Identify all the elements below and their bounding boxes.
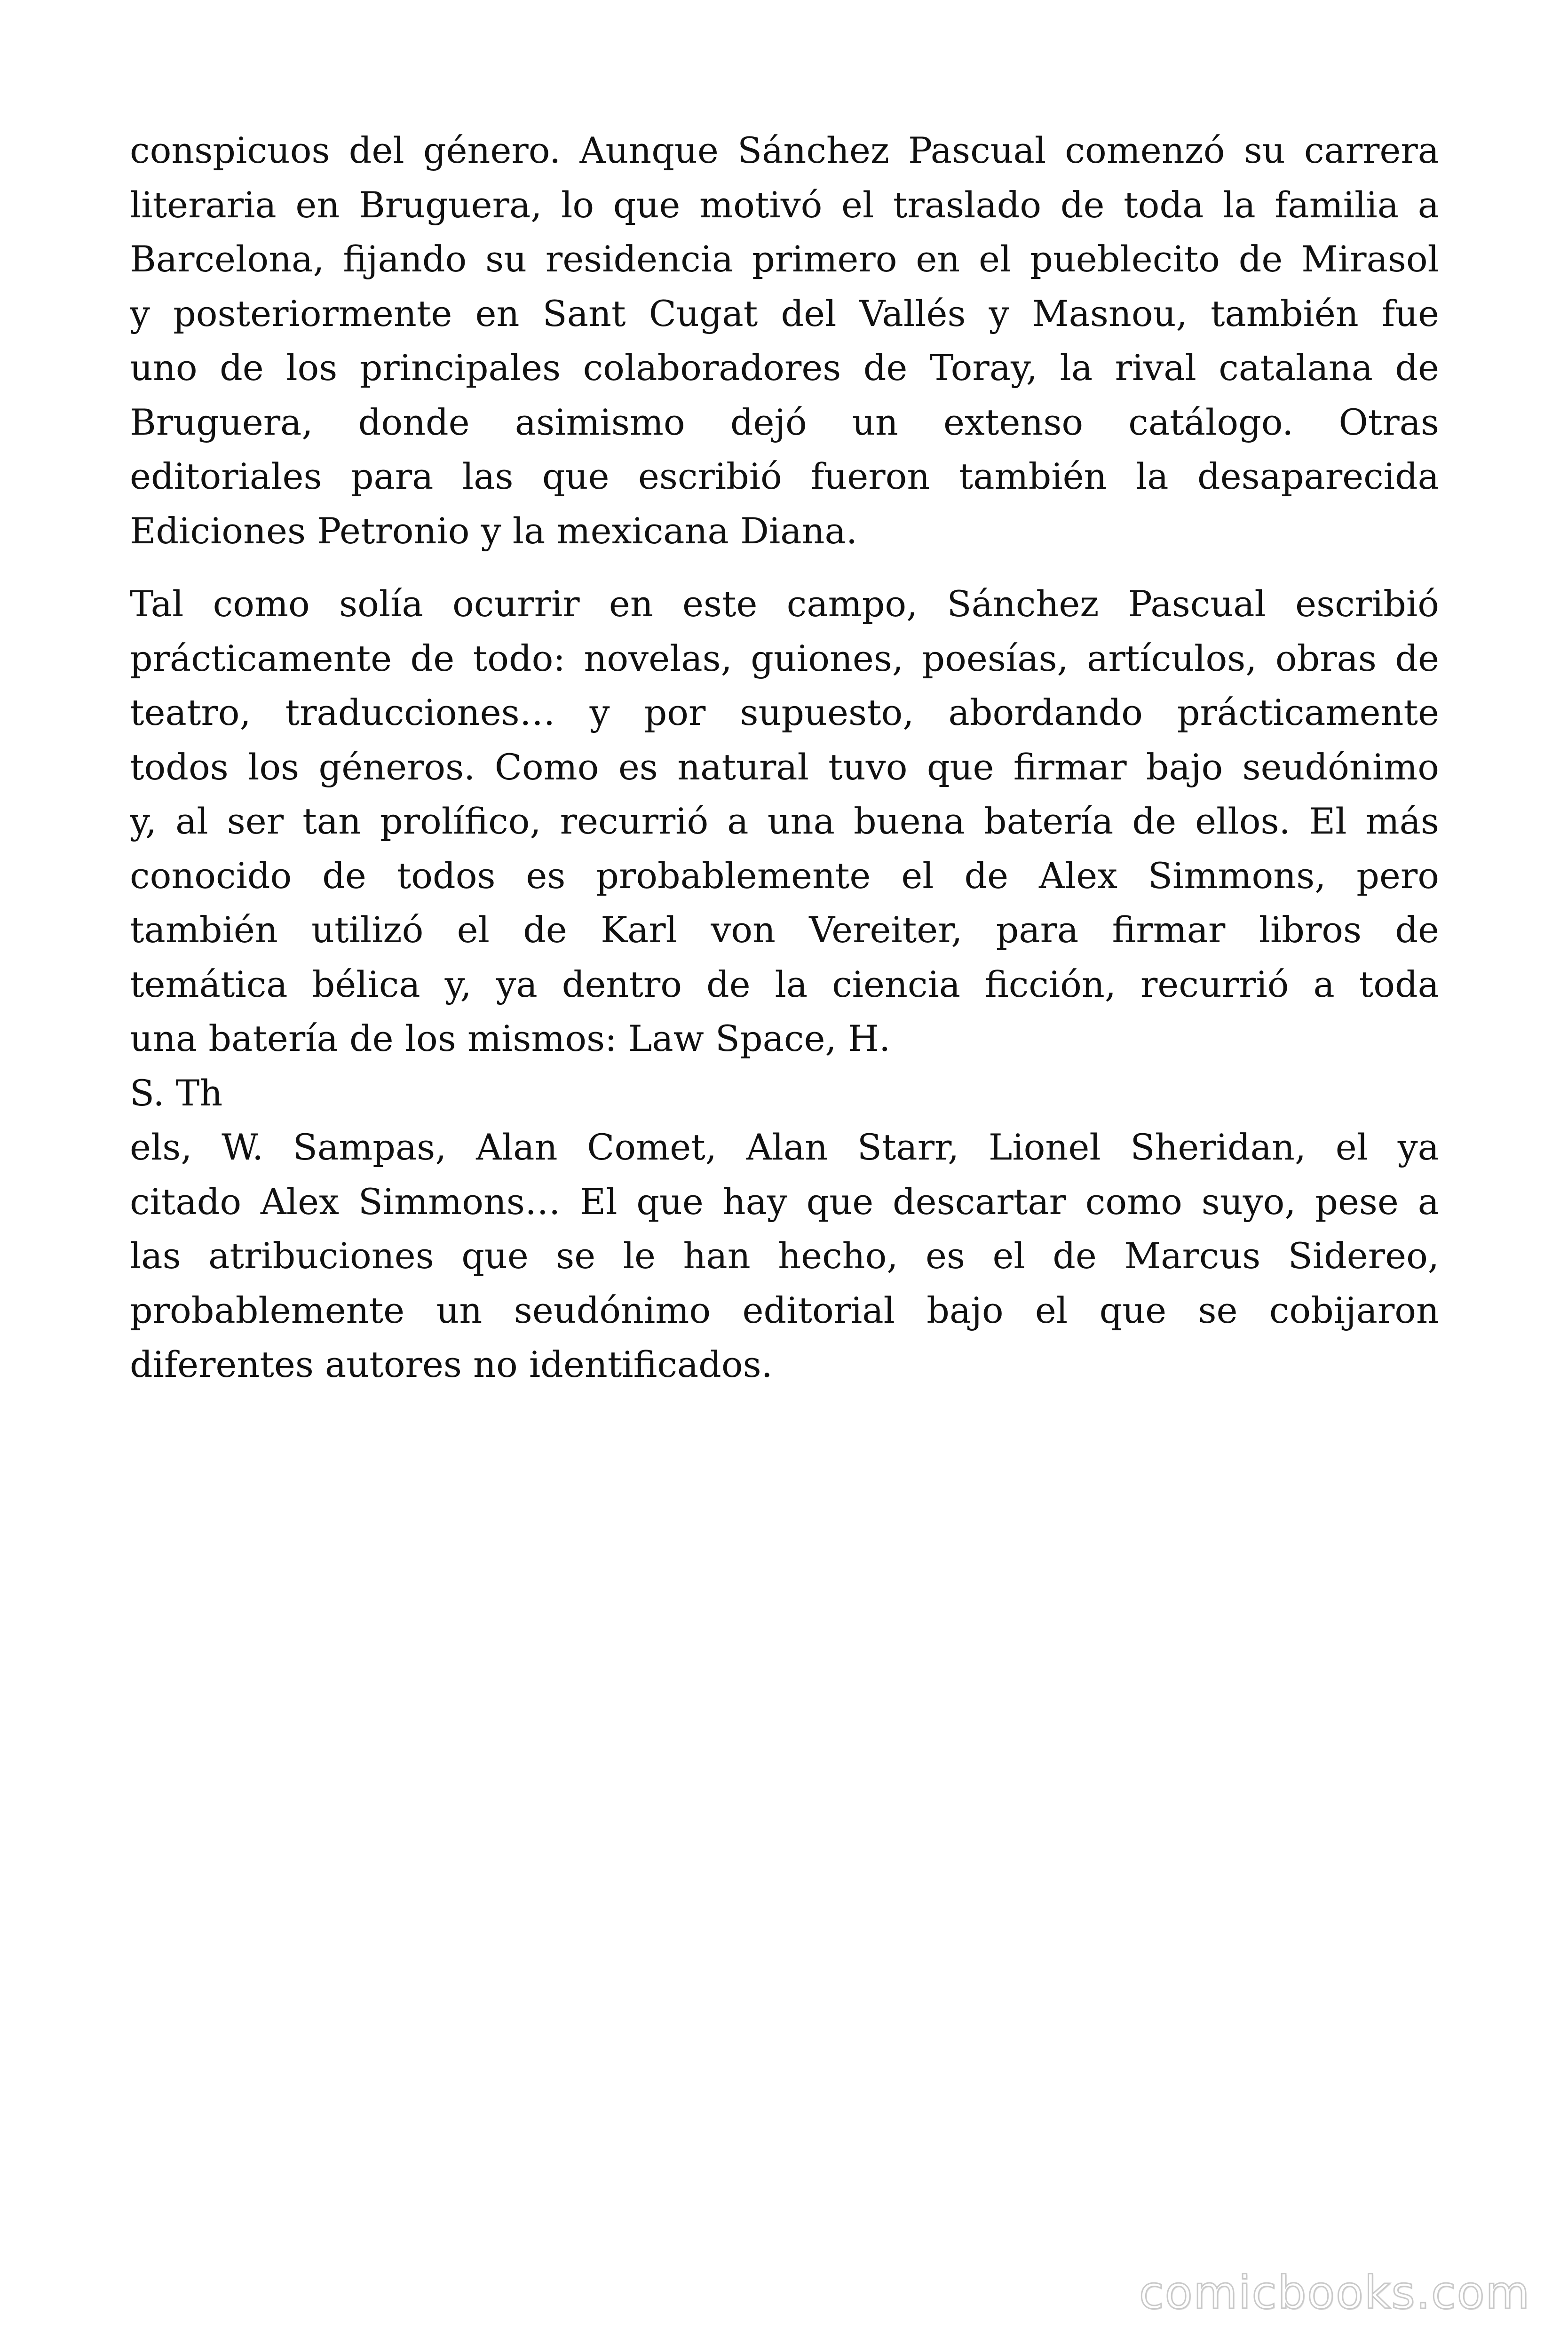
text-line: las atribuciones que se le han hecho, es el de Marcus Sidereo,	[130, 1235, 1439, 1277]
paragraph-2	[130, 577, 1439, 1392]
document-page	[130, 123, 1439, 1411]
text-line: Bruguera, donde asimismo dejó un extenso catálogo. Otras	[130, 401, 1439, 443]
text-line: S. Th	[130, 1072, 223, 1114]
text-line: Tal como solía ocurrir en este campo, Sánchez Pascual escribió	[130, 583, 1439, 625]
text-line: y posteriormente en Sant Cugat del Vallés y Masnou, también fue	[130, 292, 1439, 334]
text-line: todos los géneros. Como es natural tuvo que firmar bajo seudónimo	[130, 746, 1439, 788]
text-line: prácticamente de todo: novelas, guiones, poesías, artículos, obras de	[130, 637, 1439, 679]
text-line: una batería de los mismos: Law Space, H.	[130, 1017, 891, 1059]
text-line: conspicuos del género. Aunque Sánchez Pascual comenzó su carrera	[130, 129, 1439, 171]
text-line: literaria en Bruguera, lo que motivó el traslado de toda la familia a	[130, 183, 1439, 226]
watermark-logo: comicbooks.com	[1139, 2266, 1530, 2319]
text-line: teatro, traducciones… y por supuesto, abordando prácticamente	[130, 691, 1439, 733]
text-line: Ediciones Petronio y la mexicana Diana.	[130, 509, 857, 552]
text-line: también utilizó el de Karl von Vereiter, para firmar libros de	[130, 909, 1439, 951]
text-line: temática bélica y, ya dentro de la ciencia ficción, recurrió a toda	[130, 963, 1439, 1005]
text-line: diferentes autores no identificados.	[130, 1343, 773, 1385]
text-line: y, al ser tan prolífico, recurrió a una buena batería de ellos. El más	[130, 800, 1439, 842]
text-line: uno de los principales colaboradores de Toray, la rival catalana de	[130, 347, 1439, 389]
text-line: Barcelona, fijando su residencia primero en el pueblecito de Mirasol	[130, 238, 1439, 280]
text-line: editoriales para las que escribió fueron también la desaparecida	[130, 455, 1439, 497]
paragraph-1	[130, 123, 1439, 558]
text-line: els, W. Sampas, Alan Comet, Alan Starr, Lionel Sheridan, el ya	[130, 1126, 1439, 1168]
text-line: citado Alex Simmons… El que hay que descartar como suyo, pese a	[130, 1180, 1439, 1223]
text-line: probablemente un seudónimo editorial bajo el que se cobijaron	[130, 1289, 1439, 1331]
text-line: conocido de todos es probablemente el de Alex Simmons, pero	[130, 854, 1439, 897]
